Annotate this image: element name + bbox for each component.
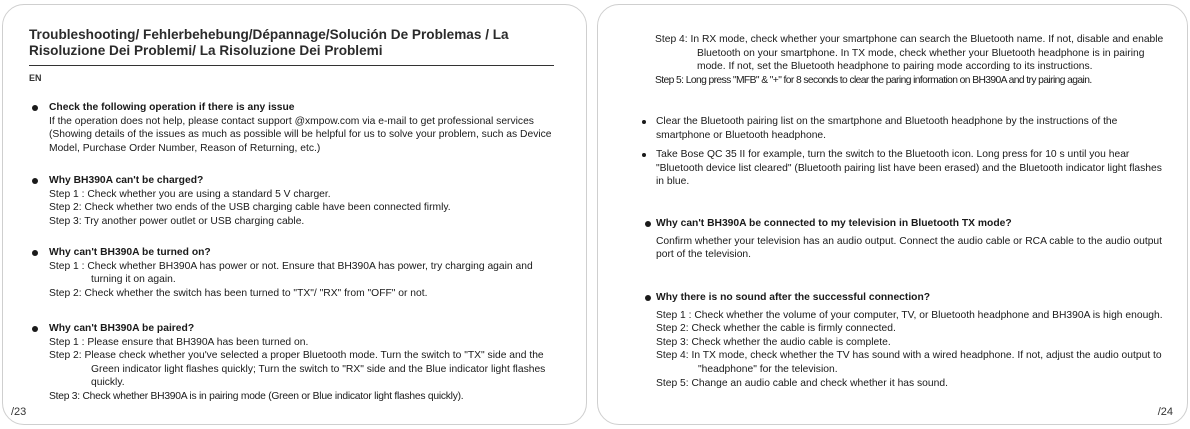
- page-number: /23: [11, 406, 27, 418]
- step-item: Step 3: Try another power outlet or USB charging cable.: [49, 215, 305, 227]
- step-item: Step 2: Please check whether you've selected a proper Bluetooth mode. Turn the switch to "TX" side and the Green indicator light flashes quickly; Turn the switch to "RX" side and the Blue indicator light flashes quickly.: [49, 350, 546, 389]
- clear-list-bullets: [642, 115, 1172, 189]
- step-item: Step 2: Check whether the switch has been turned to "TX"/ "RX" from "OFF" or not.: [49, 287, 428, 299]
- section-charge: [29, 174, 564, 228]
- section-heading: Why can't BH390A be paired?: [29, 322, 564, 336]
- list-item: Take Bose QC 35 II for example, turn the switch to the Bluetooth icon. Long press for 10 s until you hear "Bluetooth device list cleared" (Bluetooth pairing list have been erased) and the Bluetooth indicator light flashes in blue.: [642, 148, 1172, 189]
- step4-block: [655, 33, 1175, 87]
- list-item: Clear the Bluetooth pairing list on the smartphone and Bluetooth headphone by the instructions of the smartphone or Bluetooth headphone.: [642, 115, 1172, 142]
- step-item: Step 5: Change an audio cable and check whether it has sound.: [656, 377, 948, 389]
- title-divider: [29, 65, 554, 66]
- step-item: Step 3: Check whether BH390A is in pairing mode (Green or Blue indicator light flashes quickly).: [49, 390, 464, 402]
- step-item: Step 4: In RX mode, check whether your smartphone can search the Bluetooth name. If not, disable and enable Bluetooth on your smartphone. In TX mode, check whether your Bluetooth headphone is in pairing mode. If not, set the Bluetooth headphone to pairing mode according to its instructions.: [655, 34, 1164, 73]
- page-number: /24: [1157, 406, 1173, 418]
- step-item: Step 2: Check whether the cable is firmly connected.: [656, 323, 896, 335]
- language-label: EN: [29, 73, 42, 83]
- left-page: [2, 4, 587, 425]
- step-item: Step 4: In TX mode, check whether the TV has sound with a wired headphone. If not, adjust the audio output to "headphone" for the television.: [656, 350, 1162, 375]
- step-item: Step 2: Check whether two ends of the USB charging cable have been connected firmly.: [49, 202, 451, 214]
- section-body: If the operation does not help, please contact support @xmpow.com via e-mail to get professional services (Showing details of the issues as much as possible will be helpful for us to solve your problem, such as Device Model, Purchase Order Number, Reason of Returning, etc.): [49, 115, 552, 154]
- right-page: [597, 4, 1188, 425]
- section-heading: Why BH390A can't be charged?: [29, 174, 564, 188]
- page-title: Troubleshooting/ Fehlerbehebung/Dépannage/Solución De Problemas / La Risoluzione Dei Problemi/ La Risoluzione Dei Problemi: [29, 27, 509, 58]
- step-item: Step 1 : Please ensure that BH390A has been turned on.: [49, 336, 309, 348]
- section-pair: [29, 322, 564, 404]
- step-item: Step 5: Long press "MFB" & "+" for 8 seconds to clear the paring information on BH390A and try pairing again.: [655, 74, 1092, 86]
- section-body: Confirm whether your television has an audio output. Connect the audio cable or RCA cable to the audio output port of the television.: [656, 235, 1163, 261]
- section-heading: Why there is no sound after the successful connection?: [642, 291, 1177, 305]
- section-tv: [642, 217, 1177, 262]
- section-heading: Why can't BH390A be connected to my television in Bluetooth TX mode?: [642, 217, 1177, 231]
- section-power: [29, 246, 564, 300]
- section-heading: Check the following operation if there is any issue: [29, 101, 564, 115]
- section-heading: Why can't BH390A be turned on?: [29, 246, 564, 260]
- step-item: Step 3: Check whether the audio cable is complete.: [656, 336, 891, 348]
- step-item: Step 1 : Check whether you are using a standard 5 V charger.: [49, 188, 331, 200]
- step-item: Step 1 : Check whether the volume of your computer, TV, or Bluetooth headphone and BH390A is high enough.: [656, 309, 1163, 321]
- section-sound: [642, 291, 1177, 390]
- step-item: Step 1 : Check whether BH390A has power or not. Ensure that BH390A has power, try charging again and turning it on again.: [49, 260, 533, 286]
- section-issue: [29, 101, 564, 155]
